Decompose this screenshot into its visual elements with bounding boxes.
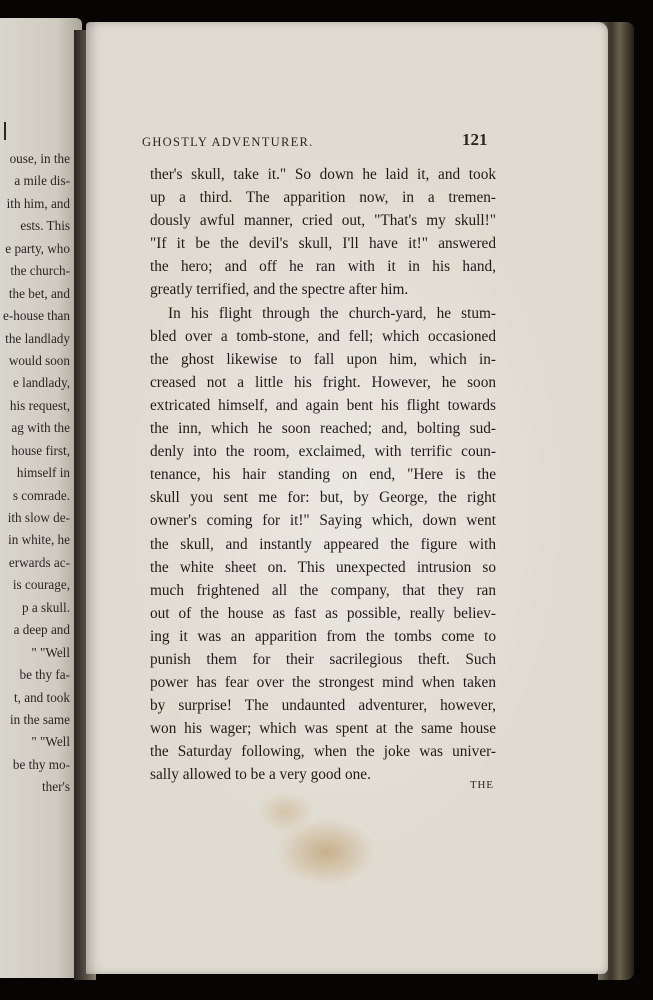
text-line: denly into the room, exclaimed, with terrific coun-	[150, 443, 496, 461]
text-line: the ghost likewise to fall upon him, which in-	[150, 350, 496, 368]
text-line: ests. This	[20, 218, 70, 234]
text-line: e landlady,	[13, 375, 70, 391]
text-line: the inn, which he soon reached; and, bolting sud-	[150, 420, 496, 438]
text-line: "If it be the devil's skull, I'll have it!" answered	[150, 235, 496, 253]
text-line: be thy mo-	[12, 756, 70, 772]
text-line: e party, who	[5, 240, 70, 256]
right-page-text	[150, 163, 496, 787]
text-line: erwards ac-	[8, 554, 70, 570]
text-line: e-house than	[2, 308, 70, 324]
text-line: much frightened all the company, that they ran	[150, 581, 496, 599]
text-line: is courage,	[12, 577, 70, 593]
text-line: skull you sent me for: but, by George, the right	[150, 489, 496, 507]
text-line: a deep and	[13, 622, 70, 638]
text-line: ith him, and	[6, 195, 70, 211]
text-line: owner's coming for it!" Saying which, down went	[150, 512, 496, 530]
text-line: tenance, his hair standing on end, "Here is the	[150, 466, 496, 484]
text-line: the hero; and off he ran with it in his hand,	[150, 258, 496, 276]
text-line: by surprise! The undaunted adventurer, however,	[150, 697, 496, 715]
text-line: the church-	[10, 263, 70, 279]
text-line: the skull, and instantly appeared the figure with	[150, 535, 496, 553]
page-number: 121	[462, 130, 488, 149]
text-line: house first,	[11, 442, 70, 458]
text-line: ing it was an apparition from the tombs come to	[150, 627, 496, 645]
text-line: dously awful manner, cried out, "That's my skull!"	[150, 212, 496, 230]
text-line: his request,	[9, 397, 70, 413]
text-line: ther's	[41, 779, 70, 795]
text-line: be thy fa-	[19, 667, 70, 683]
text-line: bled over a tomb-stone, and fell; which occasioned	[150, 327, 496, 345]
text-line: punish them for their sacrilegious theft. Such	[150, 650, 496, 668]
text-line: a mile dis-	[14, 173, 70, 189]
text-line: creased not a little his fright. However, he soon	[150, 373, 496, 391]
text-line: would soon	[8, 352, 70, 368]
text-line: ouse, in the	[9, 151, 70, 166]
text-line: extricated himself, and again bent his flight towards	[150, 396, 496, 414]
catchword: THE	[470, 779, 494, 791]
text-line: the Saturday following, when the joke was univer-	[150, 743, 496, 761]
text-line: greatly terrified, and the spectre after him.	[150, 281, 409, 299]
text-line: power has fear over the strongest mind when taken	[150, 674, 496, 692]
text-line: himself in	[16, 465, 70, 481]
text-line: " "Well	[31, 734, 70, 750]
text-line: the landlady	[5, 330, 70, 346]
text-line: " "Well	[31, 644, 70, 660]
text-line: ag with the	[11, 420, 70, 436]
margin-mark	[4, 122, 6, 140]
text-line: in white, he	[8, 532, 70, 548]
text-line: t, and took	[13, 689, 70, 705]
left-page	[0, 18, 82, 978]
text-line: s comrade.	[12, 487, 70, 503]
text-line: the bet, and	[8, 285, 70, 301]
text-line: In his flight through the church-yard, he stum-	[168, 304, 496, 322]
text-line: ith slow de-	[7, 510, 70, 525]
text-line: p a skull.	[22, 599, 70, 615]
text-line: ther's skull, take it." So down he laid it, and took	[150, 166, 496, 183]
text-line: the white sheet on. This unexpected intrusion so	[150, 558, 496, 576]
text-line: out of the house as fast as possible, really believ-	[150, 604, 496, 622]
text-line: sally allowed to be a very good one.	[150, 766, 371, 784]
left-page-text	[3, 148, 70, 799]
running-head: GHOSTLY ADVENTURER.	[142, 135, 314, 149]
text-line: won his wager; which was spent at the same house	[150, 720, 496, 738]
text-line: in the same	[9, 711, 70, 727]
text-line: up a third. The apparition now, in a tremen-	[150, 189, 496, 207]
